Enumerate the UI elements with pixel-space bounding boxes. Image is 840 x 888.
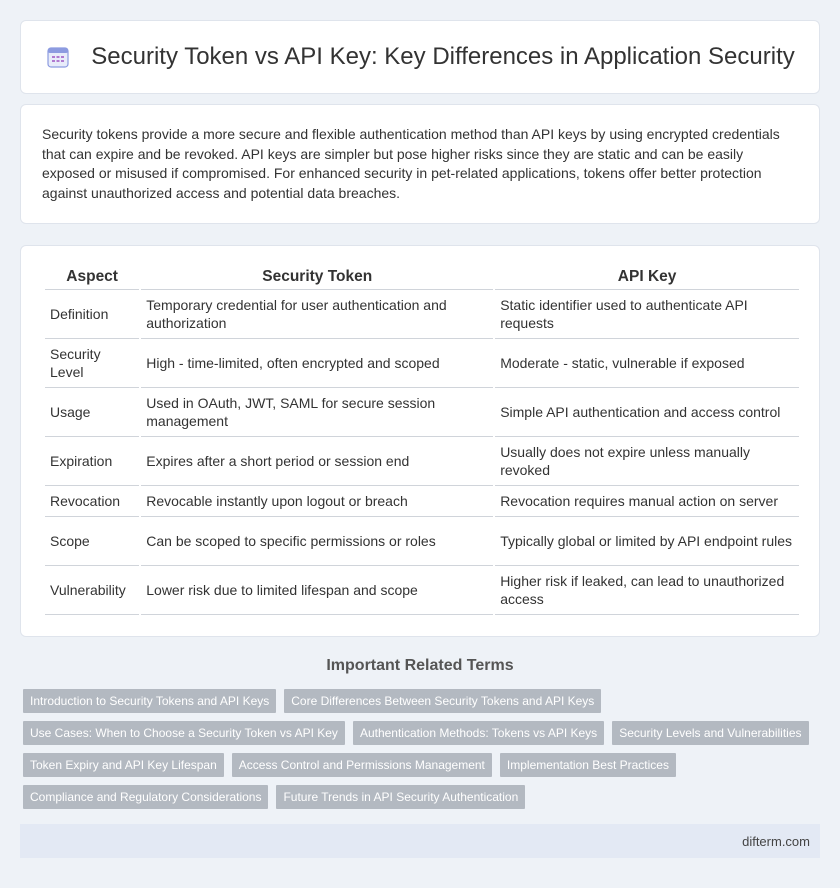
row-aspect: Vulnerability: [45, 566, 139, 615]
table-row: [45, 290, 799, 339]
related-terms-list: [23, 689, 823, 817]
table-row: [45, 517, 799, 566]
table-row: [45, 437, 799, 486]
related-term-link[interactable]: Implementation Best Practices: [500, 753, 676, 777]
related-term-link[interactable]: Security Levels and Vulnerabilities: [612, 721, 808, 745]
row-security-token: High - time-limited, often encrypted and scoped: [141, 339, 493, 388]
table-row: [45, 388, 799, 437]
row-aspect: Revocation: [45, 486, 139, 517]
table-row: [45, 339, 799, 388]
tag-row: [23, 753, 823, 777]
column-header-security-token: Security Token: [141, 264, 493, 290]
row-aspect: Security Level: [45, 339, 139, 388]
row-security-token: Lower risk due to limited lifespan and scope: [141, 566, 493, 615]
table-header-row: [45, 264, 799, 290]
related-term-link[interactable]: Introduction to Security Tokens and API Keys: [23, 689, 276, 713]
row-aspect: Usage: [45, 388, 139, 437]
row-api-key: Static identifier used to authenticate API requests: [495, 290, 799, 339]
row-api-key: Higher risk if leaked, can lead to unauthorized access: [495, 566, 799, 615]
row-security-token: Expires after a short period or session end: [141, 437, 493, 486]
row-api-key: Moderate - static, vulnerable if exposed: [495, 339, 799, 388]
tag-row: [23, 785, 823, 809]
tag-row: [23, 689, 823, 713]
comparison-table-card: [20, 245, 820, 637]
row-aspect: Scope: [45, 517, 139, 566]
row-security-token: Revocable instantly upon logout or breach: [141, 486, 493, 517]
page-title: Security Token vs API Key: Key Differences in Application Security: [91, 43, 795, 70]
row-api-key: Usually does not expire unless manually revoked: [495, 437, 799, 486]
intro-card: [20, 104, 820, 224]
column-header-aspect: Aspect: [45, 264, 139, 290]
row-api-key: Simple API authentication and access control: [495, 388, 799, 437]
row-api-key: Typically global or limited by API endpoint rules: [495, 517, 799, 566]
related-term-link[interactable]: Core Differences Between Security Tokens and API Keys: [284, 689, 601, 713]
related-term-link[interactable]: Access Control and Permissions Management: [232, 753, 492, 777]
row-security-token: Can be scoped to specific permissions or roles: [141, 517, 493, 566]
calendar-icon: [45, 44, 71, 70]
related-terms-heading: Important Related Terms: [326, 657, 514, 674]
row-security-token: Used in OAuth, JWT, SAML for secure session management: [141, 388, 493, 437]
related-term-link[interactable]: Compliance and Regulatory Considerations: [23, 785, 268, 809]
table-row: [45, 566, 799, 615]
footer-site-name: difterm.com: [742, 834, 810, 849]
row-api-key: Revocation requires manual action on server: [495, 486, 799, 517]
intro-paragraph: Security tokens provide a more secure and flexible authentication method than API keys by using encrypted credentials that can expire and be revoked. API keys are simpler but pose higher risks since they are static and can be easily exposed or misused if compromised. For enhanced security in pet-related applications, tokens offer better protection against unauthorized access and potential data breaches.: [42, 126, 780, 201]
footer: [20, 824, 820, 858]
table-row: [45, 486, 799, 517]
related-term-link[interactable]: Use Cases: When to Choose a Security Token vs API Key: [23, 721, 345, 745]
title-card: [20, 20, 820, 94]
related-term-link[interactable]: Token Expiry and API Key Lifespan: [23, 753, 224, 777]
row-aspect: Definition: [45, 290, 139, 339]
row-security-token: Temporary credential for user authentication and authorization: [141, 290, 493, 339]
related-term-link[interactable]: Authentication Methods: Tokens vs API Keys: [353, 721, 604, 745]
comparison-table: [43, 264, 801, 615]
row-aspect: Expiration: [45, 437, 139, 486]
tag-row: [23, 721, 823, 745]
related-term-link[interactable]: Future Trends in API Security Authentication: [276, 785, 525, 809]
column-header-api-key: API Key: [495, 264, 799, 290]
